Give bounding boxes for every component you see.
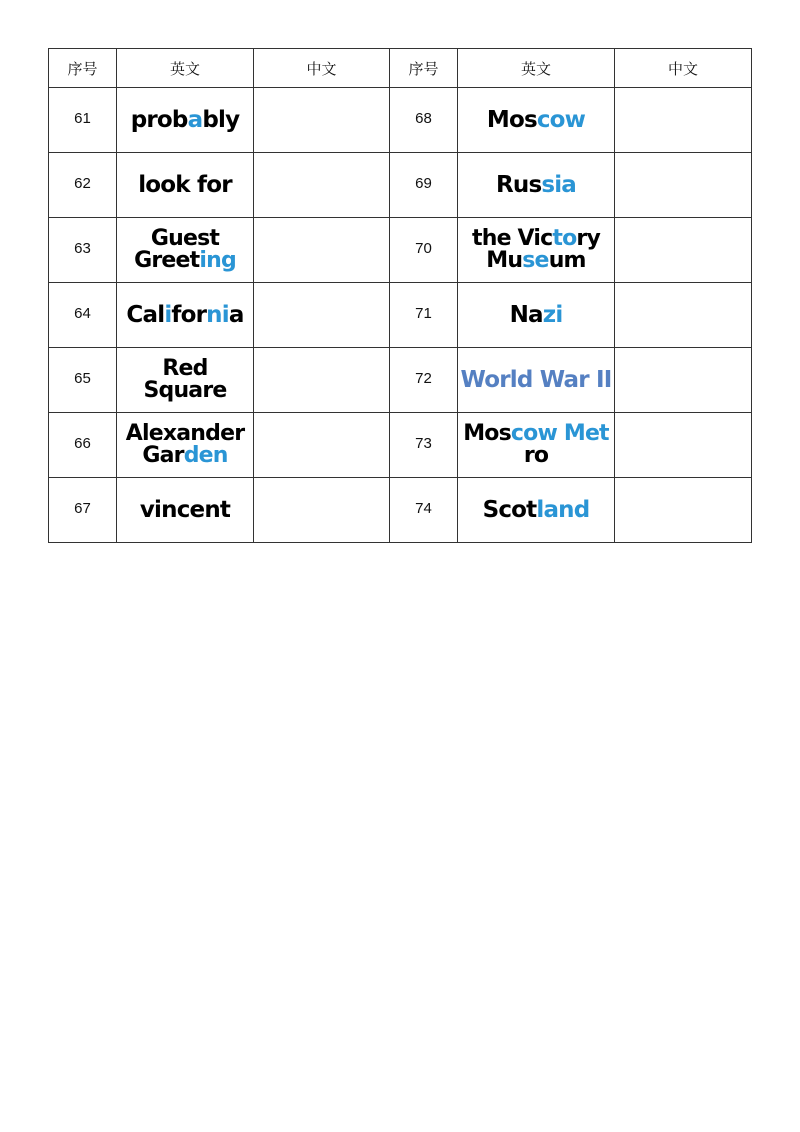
- index-cell-left: [49, 348, 117, 413]
- row-number: 69: [415, 174, 432, 192]
- word-fragment: ro: [523, 443, 549, 468]
- table-row: [49, 348, 752, 413]
- highlighted-syllable: World War II: [460, 367, 612, 393]
- highlighted-syllable: se: [522, 248, 549, 273]
- word-fragment: Gar: [142, 443, 184, 468]
- word-fragment: Greet: [134, 248, 200, 273]
- word-fragment: bly: [202, 107, 240, 133]
- row-number: 65: [74, 369, 91, 387]
- chinese-answer-cell-right[interactable]: [615, 348, 752, 413]
- english-word-line: [117, 228, 253, 250]
- chinese-answer-cell-left[interactable]: [254, 413, 390, 478]
- english-word: [117, 499, 253, 521]
- table-row: [49, 153, 752, 218]
- index-cell-left: [49, 478, 117, 543]
- header-row: [49, 49, 752, 88]
- highlighted-syllable: ni: [206, 302, 229, 328]
- english-cell-left: [117, 218, 254, 283]
- index-cell-left: [49, 413, 117, 478]
- english-cell-right: [458, 88, 615, 153]
- row-number: 70: [415, 239, 432, 257]
- row-number: 67: [74, 499, 91, 517]
- highlighted-syllable: i: [164, 302, 172, 328]
- row-number: 68: [415, 109, 432, 127]
- index-cell-left: [49, 283, 117, 348]
- index-cell-right: [390, 478, 458, 543]
- table-row: [49, 88, 752, 153]
- header-index-left: 序号: [49, 49, 117, 88]
- highlighted-syllable: ing: [199, 248, 236, 273]
- table-row: [49, 413, 752, 478]
- table-body: [49, 88, 752, 543]
- english-cell-right: [458, 218, 615, 283]
- index-cell-right: [390, 88, 458, 153]
- english-word: [458, 499, 614, 521]
- english-word-line: [458, 228, 614, 250]
- english-word-line: [458, 250, 614, 272]
- english-word-line: [117, 250, 253, 272]
- chinese-answer-cell-left[interactable]: [254, 88, 390, 153]
- english-cell-right: [458, 478, 615, 543]
- english-word: [117, 109, 253, 131]
- english-cell-right: [458, 348, 615, 413]
- highlighted-syllable: zi: [542, 302, 563, 328]
- english-word: [117, 304, 253, 326]
- chinese-answer-cell-right[interactable]: [615, 413, 752, 478]
- highlighted-syllable: a: [187, 107, 203, 133]
- highlighted-syllable: cow Met: [510, 421, 609, 446]
- english-cell-left: [117, 413, 254, 478]
- chinese-answer-cell-right[interactable]: [615, 283, 752, 348]
- english-word-line: [117, 358, 253, 380]
- word-fragment: Guest: [150, 226, 220, 251]
- chinese-answer-cell-right[interactable]: [615, 88, 752, 153]
- chinese-answer-cell-right[interactable]: [615, 153, 752, 218]
- vocabulary-table: [48, 48, 752, 543]
- index-cell-right: [390, 348, 458, 413]
- word-fragment: um: [548, 248, 586, 273]
- word-fragment: for: [171, 302, 207, 328]
- chinese-answer-cell-left[interactable]: [254, 478, 390, 543]
- row-number: 62: [74, 174, 91, 192]
- header-english-left: 英文: [117, 49, 254, 88]
- word-fragment: Mu: [486, 248, 523, 273]
- english-word-line: [117, 445, 253, 467]
- row-number: 66: [74, 434, 91, 452]
- header-index-right: 序号: [390, 49, 458, 88]
- row-number: 73: [415, 434, 432, 452]
- english-word: [117, 174, 253, 196]
- highlighted-syllable: to: [552, 226, 577, 251]
- index-cell-left: [49, 88, 117, 153]
- index-cell-left: [49, 153, 117, 218]
- english-word: [458, 174, 614, 196]
- word-fragment: prob: [130, 107, 188, 133]
- chinese-answer-cell-left[interactable]: [254, 153, 390, 218]
- english-word-line: [458, 445, 614, 467]
- word-fragment: Na: [509, 302, 543, 328]
- index-cell-right: [390, 413, 458, 478]
- index-cell-right: [390, 283, 458, 348]
- table-row: [49, 283, 752, 348]
- row-number: 71: [415, 304, 432, 322]
- highlighted-syllable: sia: [541, 172, 577, 198]
- word-fragment: Red: [162, 356, 208, 381]
- english-word: [458, 109, 614, 131]
- word-fragment: Alexander: [125, 421, 245, 446]
- english-cell-right: [458, 413, 615, 478]
- word-fragment: look for: [138, 172, 232, 198]
- english-word: [458, 369, 614, 391]
- header-chinese-right: 中文: [615, 49, 752, 88]
- english-cell-left: [117, 153, 254, 218]
- word-fragment: Mos: [486, 107, 537, 133]
- table-row: [49, 478, 752, 543]
- header-english-right: 英文: [458, 49, 615, 88]
- word-fragment: vincent: [139, 497, 231, 523]
- word-fragment: Cal: [126, 302, 165, 328]
- index-cell-right: [390, 153, 458, 218]
- english-cell-right: [458, 153, 615, 218]
- chinese-answer-cell-left[interactable]: [254, 283, 390, 348]
- english-word-line: [458, 423, 614, 445]
- highlighted-syllable: cow: [536, 107, 586, 133]
- chinese-answer-cell-right[interactable]: [615, 478, 752, 543]
- chinese-answer-cell-right[interactable]: [615, 218, 752, 283]
- highlighted-syllable: den: [183, 443, 228, 468]
- word-fragment: Mos: [463, 421, 511, 446]
- english-cell-left: [117, 348, 254, 413]
- row-number: 64: [74, 304, 91, 322]
- index-cell-left: [49, 218, 117, 283]
- word-fragment: Square: [143, 378, 227, 403]
- english-cell-left: [117, 88, 254, 153]
- word-fragment: Scot: [482, 497, 537, 523]
- row-number: 74: [415, 499, 432, 517]
- row-number: 72: [415, 369, 432, 387]
- english-cell-right: [458, 283, 615, 348]
- english-cell-left: [117, 478, 254, 543]
- chinese-answer-cell-left[interactable]: [254, 218, 390, 283]
- english-cell-left: [117, 283, 254, 348]
- row-number: 63: [74, 239, 91, 257]
- row-number: 61: [74, 109, 91, 127]
- chinese-answer-cell-left[interactable]: [254, 348, 390, 413]
- header-chinese-left: 中文: [254, 49, 390, 88]
- word-fragment: Rus: [495, 172, 542, 198]
- word-fragment: ry: [576, 226, 600, 251]
- highlighted-syllable: land: [536, 497, 590, 523]
- word-fragment: a: [228, 302, 244, 328]
- index-cell-right: [390, 218, 458, 283]
- english-word-line: [117, 423, 253, 445]
- english-word-line: [117, 380, 253, 402]
- word-fragment: the Vic: [471, 226, 553, 251]
- table-row: [49, 218, 752, 283]
- english-word: [458, 304, 614, 326]
